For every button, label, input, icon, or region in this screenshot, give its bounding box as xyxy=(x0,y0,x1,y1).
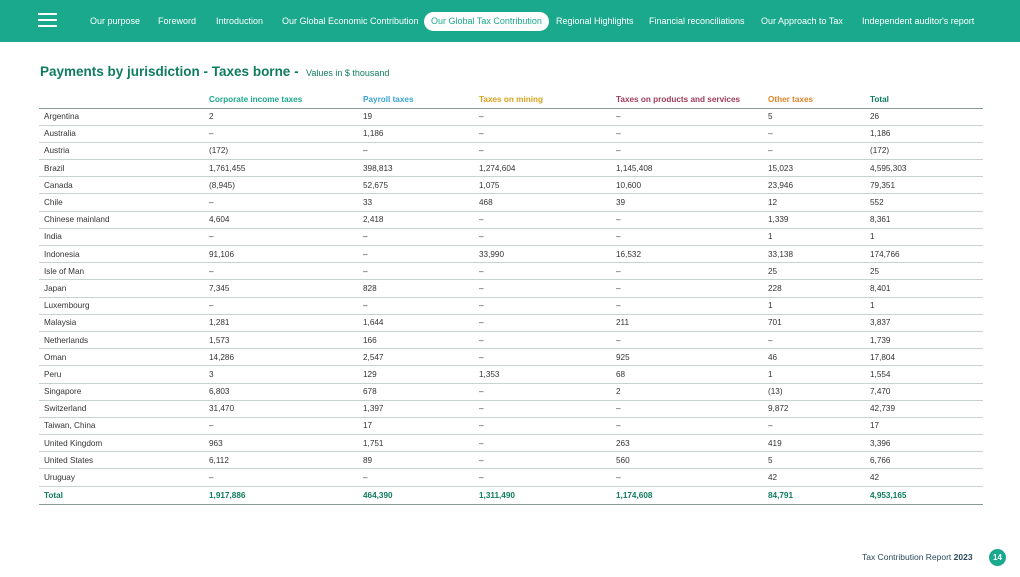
cell-corporate-income-taxes: 1,573 xyxy=(204,331,358,348)
total-jurisdiction: Total xyxy=(39,486,204,504)
cell-taxes-on-mining: – xyxy=(474,383,611,400)
cell-taxes-on-mining: – xyxy=(474,297,611,314)
cell-corporate-income-taxes: – xyxy=(204,194,358,211)
cell-jurisdiction: Chinese mainland xyxy=(39,211,204,228)
cell-payroll-taxes: – xyxy=(358,246,474,263)
cell-other-taxes: 419 xyxy=(763,435,865,452)
cell-taxes-on-mining: – xyxy=(474,125,611,142)
cell-total: 552 xyxy=(865,194,983,211)
cell-other-taxes: 1 xyxy=(763,366,865,383)
cell-taxes-on-products-and-services: 68 xyxy=(611,366,763,383)
cell-taxes-on-products-and-services: – xyxy=(611,331,763,348)
cell-jurisdiction: Argentina xyxy=(39,108,204,125)
cell-other-taxes: 1 xyxy=(763,228,865,245)
cell-jurisdiction: Australia xyxy=(39,125,204,142)
cell-other-taxes: – xyxy=(763,125,865,142)
cell-taxes-on-mining: – xyxy=(474,452,611,469)
cell-taxes-on-mining: – xyxy=(474,417,611,434)
cell-total: 25 xyxy=(865,263,983,280)
header-total: Total xyxy=(865,91,983,108)
nav-item-our-approach-to-tax[interactable]: Our Approach to Tax xyxy=(761,16,843,26)
cell-taxes-on-products-and-services: – xyxy=(611,108,763,125)
cell-taxes-on-mining: – xyxy=(474,435,611,452)
cell-other-taxes: 5 xyxy=(763,108,865,125)
cell-corporate-income-taxes: 3 xyxy=(204,366,358,383)
footer-report-name: Tax Contribution Report xyxy=(862,552,952,562)
cell-corporate-income-taxes: – xyxy=(204,469,358,486)
cell-payroll-taxes: – xyxy=(358,228,474,245)
cell-taxes-on-products-and-services: – xyxy=(611,228,763,245)
cell-jurisdiction: Netherlands xyxy=(39,331,204,348)
table-row xyxy=(39,383,983,400)
cell-taxes-on-products-and-services: – xyxy=(611,297,763,314)
cell-total: 17,804 xyxy=(865,349,983,366)
top-navigation-bar xyxy=(0,0,1020,42)
cell-corporate-income-taxes: – xyxy=(204,297,358,314)
nav-item-our-purpose[interactable]: Our purpose xyxy=(90,16,141,26)
cell-taxes-on-products-and-services: – xyxy=(611,417,763,434)
cell-corporate-income-taxes: 6,112 xyxy=(204,452,358,469)
footer-report-title xyxy=(862,552,973,562)
nav-item-financial-reconciliations[interactable]: Financial reconciliations xyxy=(649,16,745,26)
header-taxes-on-mining: Taxes on mining xyxy=(474,91,611,108)
cell-payroll-taxes: 828 xyxy=(358,280,474,297)
cell-jurisdiction: Taiwan, China xyxy=(39,417,204,434)
total-total: 4,953,165 xyxy=(865,486,983,504)
cell-other-taxes: 5 xyxy=(763,452,865,469)
cell-total: 1 xyxy=(865,228,983,245)
cell-taxes-on-products-and-services: – xyxy=(611,211,763,228)
total-corporate-income-taxes: 1,917,886 xyxy=(204,486,358,504)
cell-payroll-taxes: – xyxy=(358,469,474,486)
hamburger-menu-icon[interactable] xyxy=(38,13,57,28)
page-number-badge: 14 xyxy=(989,549,1006,566)
table-row xyxy=(39,142,983,159)
cell-taxes-on-products-and-services: – xyxy=(611,280,763,297)
cell-corporate-income-taxes: 6,803 xyxy=(204,383,358,400)
table-row xyxy=(39,400,983,417)
cell-payroll-taxes: 19 xyxy=(358,108,474,125)
cell-taxes-on-mining: – xyxy=(474,400,611,417)
cell-payroll-taxes: – xyxy=(358,297,474,314)
cell-taxes-on-products-and-services: 39 xyxy=(611,194,763,211)
cell-other-taxes: – xyxy=(763,142,865,159)
table-row xyxy=(39,177,983,194)
cell-corporate-income-taxes: 963 xyxy=(204,435,358,452)
table-row xyxy=(39,417,983,434)
cell-taxes-on-products-and-services: 925 xyxy=(611,349,763,366)
table-row xyxy=(39,297,983,314)
cell-jurisdiction: Malaysia xyxy=(39,314,204,331)
cell-taxes-on-mining: – xyxy=(474,263,611,280)
cell-corporate-income-taxes: 91,106 xyxy=(204,246,358,263)
cell-payroll-taxes: 52,675 xyxy=(358,177,474,194)
table-row xyxy=(39,331,983,348)
cell-total: 79,351 xyxy=(865,177,983,194)
table-row xyxy=(39,469,983,486)
cell-taxes-on-products-and-services: – xyxy=(611,125,763,142)
cell-payroll-taxes: – xyxy=(358,263,474,280)
footer-report-year: 2023 xyxy=(953,552,973,562)
total-taxes-on-mining: 1,311,490 xyxy=(474,486,611,504)
cell-payroll-taxes: – xyxy=(358,142,474,159)
cell-jurisdiction: Brazil xyxy=(39,160,204,177)
cell-corporate-income-taxes: – xyxy=(204,228,358,245)
cell-corporate-income-taxes: – xyxy=(204,125,358,142)
cell-total: 1,186 xyxy=(865,125,983,142)
cell-payroll-taxes: 166 xyxy=(358,331,474,348)
nav-item-independent-auditor-s-report[interactable]: Independent auditor's report xyxy=(862,16,975,26)
cell-total: 4,595,303 xyxy=(865,160,983,177)
cell-taxes-on-mining: – xyxy=(474,228,611,245)
page-subtitle: Values in $ thousand xyxy=(306,68,390,78)
cell-jurisdiction: Chile xyxy=(39,194,204,211)
cell-taxes-on-mining: – xyxy=(474,142,611,159)
table-row xyxy=(39,228,983,245)
cell-taxes-on-mining: – xyxy=(474,469,611,486)
table-row xyxy=(39,435,983,452)
cell-taxes-on-mining: – xyxy=(474,349,611,366)
nav-item-our-global-tax-contribution[interactable]: Our Global Tax Contribution xyxy=(424,12,549,31)
cell-other-taxes: 9,872 xyxy=(763,400,865,417)
cell-jurisdiction: Luxembourg xyxy=(39,297,204,314)
cell-taxes-on-products-and-services: 263 xyxy=(611,435,763,452)
cell-other-taxes: (13) xyxy=(763,383,865,400)
cell-taxes-on-products-and-services: – xyxy=(611,400,763,417)
nav-item-foreword[interactable]: Foreword xyxy=(158,16,197,26)
cell-other-taxes: 701 xyxy=(763,314,865,331)
cell-payroll-taxes: 17 xyxy=(358,417,474,434)
cell-corporate-income-taxes: – xyxy=(204,417,358,434)
table-row xyxy=(39,246,983,263)
cell-payroll-taxes: 1,644 xyxy=(358,314,474,331)
cell-other-taxes: 228 xyxy=(763,280,865,297)
cell-total: 8,401 xyxy=(865,280,983,297)
cell-jurisdiction: Isle of Man xyxy=(39,263,204,280)
header-other-taxes: Other taxes xyxy=(763,91,865,108)
cell-total: 1,739 xyxy=(865,331,983,348)
table-row xyxy=(39,211,983,228)
cell-other-taxes: 1 xyxy=(763,297,865,314)
nav-item-our-global-economic-contribution[interactable]: Our Global Economic Contribution xyxy=(282,16,419,26)
header-taxes-on-products-and-services: Taxes on products and services xyxy=(611,91,763,108)
cell-jurisdiction: Singapore xyxy=(39,383,204,400)
cell-total: 7,470 xyxy=(865,383,983,400)
table-row xyxy=(39,349,983,366)
table-row xyxy=(39,108,983,125)
cell-total: 42 xyxy=(865,469,983,486)
total-other-taxes: 84,791 xyxy=(763,486,865,504)
cell-taxes-on-products-and-services: 1,145,408 xyxy=(611,160,763,177)
page-title: Payments by jurisdiction - Taxes borne - xyxy=(40,64,299,79)
table-row xyxy=(39,194,983,211)
cell-payroll-taxes: 33 xyxy=(358,194,474,211)
cell-total: 174,766 xyxy=(865,246,983,263)
cell-jurisdiction: United Kingdom xyxy=(39,435,204,452)
cell-other-taxes: 1,339 xyxy=(763,211,865,228)
cell-corporate-income-taxes: 1,281 xyxy=(204,314,358,331)
cell-taxes-on-products-and-services: – xyxy=(611,263,763,280)
cell-taxes-on-mining: 1,274,604 xyxy=(474,160,611,177)
cell-corporate-income-taxes: 7,345 xyxy=(204,280,358,297)
cell-other-taxes: 25 xyxy=(763,263,865,280)
table-body xyxy=(39,108,983,504)
cell-total: 6,766 xyxy=(865,452,983,469)
cell-total: 42,739 xyxy=(865,400,983,417)
cell-taxes-on-products-and-services: 560 xyxy=(611,452,763,469)
cell-total: 26 xyxy=(865,108,983,125)
header-jurisdiction xyxy=(39,91,204,108)
cell-jurisdiction: United States xyxy=(39,452,204,469)
cell-payroll-taxes: 129 xyxy=(358,366,474,383)
nav-item-regional-highlights[interactable]: Regional Highlights xyxy=(556,16,634,26)
cell-corporate-income-taxes: 2 xyxy=(204,108,358,125)
table-total-row xyxy=(39,486,983,504)
cell-total: 3,837 xyxy=(865,314,983,331)
cell-jurisdiction: Austria xyxy=(39,142,204,159)
cell-taxes-on-mining: 468 xyxy=(474,194,611,211)
cell-corporate-income-taxes: 14,286 xyxy=(204,349,358,366)
cell-taxes-on-products-and-services: – xyxy=(611,142,763,159)
table-row xyxy=(39,280,983,297)
cell-taxes-on-products-and-services: 10,600 xyxy=(611,177,763,194)
cell-total: 17 xyxy=(865,417,983,434)
cell-jurisdiction: Uruguay xyxy=(39,469,204,486)
cell-payroll-taxes: 678 xyxy=(358,383,474,400)
cell-corporate-income-taxes: – xyxy=(204,263,358,280)
table-row xyxy=(39,125,983,142)
payments-by-jurisdiction-table xyxy=(39,91,983,505)
cell-corporate-income-taxes: (8,945) xyxy=(204,177,358,194)
cell-jurisdiction: India xyxy=(39,228,204,245)
cell-taxes-on-mining: – xyxy=(474,314,611,331)
cell-payroll-taxes: 398,813 xyxy=(358,160,474,177)
cell-payroll-taxes: 1,186 xyxy=(358,125,474,142)
cell-payroll-taxes: 2,547 xyxy=(358,349,474,366)
table-header-row xyxy=(39,91,983,108)
cell-other-taxes: 15,023 xyxy=(763,160,865,177)
cell-total: 1,554 xyxy=(865,366,983,383)
cell-taxes-on-products-and-services: 2 xyxy=(611,383,763,400)
cell-jurisdiction: Peru xyxy=(39,366,204,383)
cell-taxes-on-mining: – xyxy=(474,211,611,228)
cell-total: 1 xyxy=(865,297,983,314)
page-title-row xyxy=(40,63,389,81)
cell-jurisdiction: Switzerland xyxy=(39,400,204,417)
cell-total: 3,396 xyxy=(865,435,983,452)
nav-item-introduction[interactable]: Introduction xyxy=(216,16,264,26)
header-corporate-income-taxes: Corporate income taxes xyxy=(204,91,358,108)
cell-jurisdiction: Oman xyxy=(39,349,204,366)
cell-taxes-on-mining: 33,990 xyxy=(474,246,611,263)
cell-taxes-on-mining: 1,075 xyxy=(474,177,611,194)
cell-corporate-income-taxes: 4,604 xyxy=(204,211,358,228)
cell-taxes-on-products-and-services: – xyxy=(611,469,763,486)
cell-taxes-on-products-and-services: 211 xyxy=(611,314,763,331)
cell-taxes-on-mining: – xyxy=(474,331,611,348)
cell-other-taxes: – xyxy=(763,331,865,348)
cell-payroll-taxes: 2,418 xyxy=(358,211,474,228)
cell-other-taxes: 46 xyxy=(763,349,865,366)
cell-taxes-on-mining: 1,353 xyxy=(474,366,611,383)
table-row xyxy=(39,263,983,280)
table-row xyxy=(39,366,983,383)
cell-other-taxes: 33,138 xyxy=(763,246,865,263)
cell-jurisdiction: Indonesia xyxy=(39,246,204,263)
cell-corporate-income-taxes: (172) xyxy=(204,142,358,159)
header-payroll-taxes: Payroll taxes xyxy=(358,91,474,108)
cell-taxes-on-mining: – xyxy=(474,108,611,125)
cell-jurisdiction: Japan xyxy=(39,280,204,297)
cell-corporate-income-taxes: 1,761,455 xyxy=(204,160,358,177)
cell-taxes-on-mining: – xyxy=(474,280,611,297)
cell-other-taxes: 12 xyxy=(763,194,865,211)
total-taxes-on-products-and-services: 1,174,608 xyxy=(611,486,763,504)
cell-total: (172) xyxy=(865,142,983,159)
cell-total: 8,361 xyxy=(865,211,983,228)
cell-other-taxes: 23,946 xyxy=(763,177,865,194)
cell-other-taxes: – xyxy=(763,417,865,434)
cell-jurisdiction: Canada xyxy=(39,177,204,194)
cell-other-taxes: 42 xyxy=(763,469,865,486)
cell-payroll-taxes: 1,751 xyxy=(358,435,474,452)
table-row xyxy=(39,314,983,331)
total-payroll-taxes: 464,390 xyxy=(358,486,474,504)
cell-payroll-taxes: 89 xyxy=(358,452,474,469)
table-row xyxy=(39,452,983,469)
cell-taxes-on-products-and-services: 16,532 xyxy=(611,246,763,263)
cell-payroll-taxes: 1,397 xyxy=(358,400,474,417)
table-row xyxy=(39,160,983,177)
cell-corporate-income-taxes: 31,470 xyxy=(204,400,358,417)
